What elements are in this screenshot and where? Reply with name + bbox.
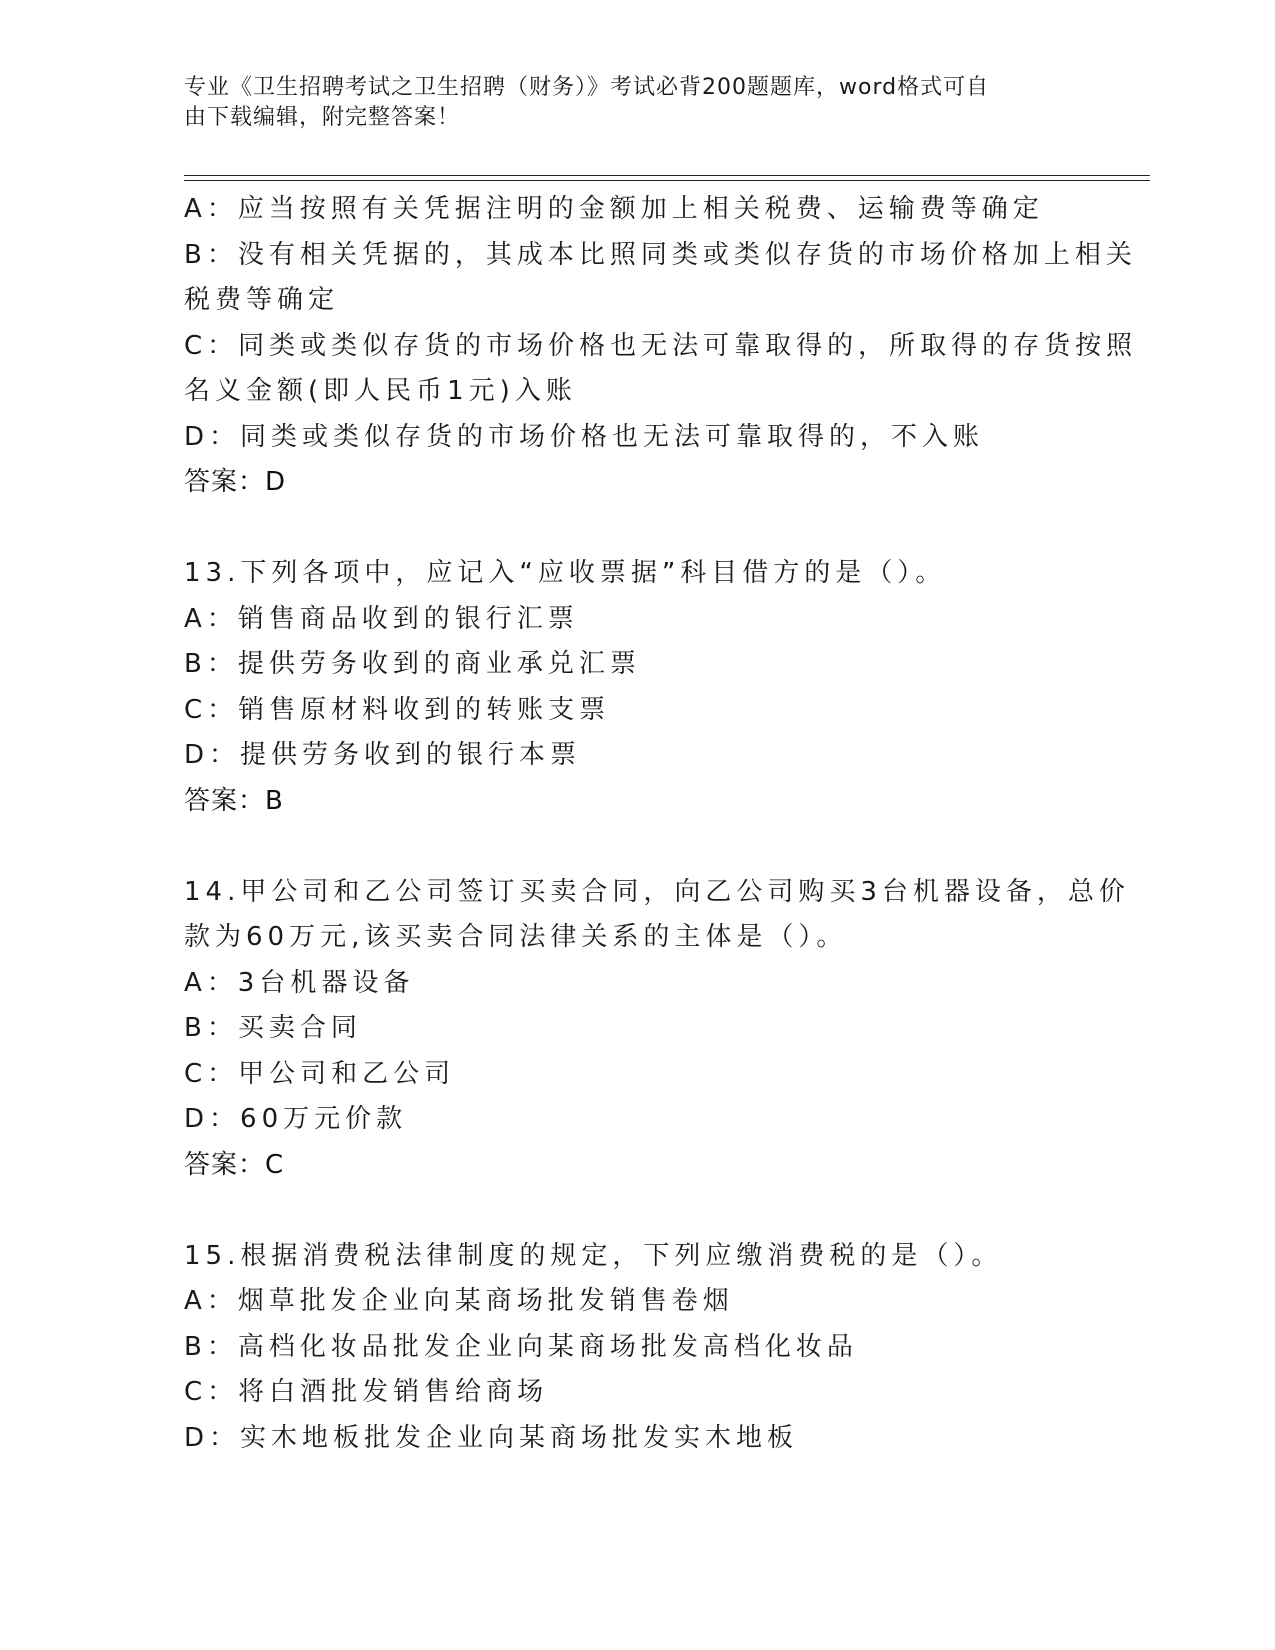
q12-option-b-line-2: 税费等确定: [184, 285, 340, 315]
q14-option-c: C：甲公司和乙公司: [184, 1058, 456, 1089]
q13-option-d: D：提供劳务收到的银行本票: [184, 740, 582, 770]
q14-option-b: B：买卖合同: [184, 1013, 362, 1043]
spacer: [184, 506, 1084, 552]
q14-question-line-2: 款为60万元,该买卖合同法律关系的主体是（）。: [184, 922, 848, 952]
document-header: [184, 73, 1064, 133]
q13-option-c: C：销售原材料收到的转账支票: [184, 694, 611, 725]
q13-question: 13.下列各项中，应记入“应收票据”科目借方的是（）。: [184, 558, 947, 588]
q12-option-b-line-1: B：没有相关凭据的，其成本比照同类或类似存货的市场价格加上相关: [184, 239, 1137, 270]
q12-option-d: D：同类或类似存货的市场价格也无法可靠取得的，不入账: [184, 421, 985, 452]
q15-option-b: B：高档化妆品批发企业向某商场批发高档化妆品: [184, 1331, 858, 1362]
q14-option-d: D：60万元价款: [184, 1104, 408, 1134]
q12-option-c-line-1: C：同类或类似存货的市场价格也无法可靠取得的，所取得的存货按照: [184, 330, 1138, 361]
q14-option-a: A：3台机器设备: [184, 967, 415, 998]
question-list: [184, 187, 1138, 1461]
question-13: [184, 551, 1084, 824]
header-divider-top: [184, 175, 1150, 176]
spacer: [184, 1188, 1084, 1234]
header-title-line-2: 由下载编辑，附完整答案！: [184, 105, 461, 130]
q14-answer: 答案：C: [184, 1149, 285, 1180]
question-12-continued: [184, 187, 1138, 506]
spacer: [184, 824, 1084, 870]
question-15: [184, 1234, 1084, 1462]
header-divider-bottom: [184, 180, 1150, 181]
q12-option-a: A：应当按照有关凭据注明的金额加上相关税费、运输费等确定: [184, 194, 1044, 224]
q15-option-a: A：烟草批发企业向某商场批发销售卷烟: [184, 1286, 734, 1316]
q12-option-c-line-2: 名义金额(即人民币1元)入账: [184, 376, 577, 406]
q13-option-b: B：提供劳务收到的商业承兑汇票: [184, 649, 641, 679]
q12-answer: 答案：D: [184, 467, 287, 497]
header-title-line-1: 专业《卫生招聘考试之卫生招聘（财务）》考试必背200题题库，word格式可自: [184, 75, 990, 100]
q14-question-line-1: 14.甲公司和乙公司签订买卖合同，向乙公司购买3台机器设备，总价: [184, 876, 1130, 907]
q15-option-d: D：实木地板批发企业向某商场批发实木地板: [184, 1422, 799, 1453]
q15-question: 15.根据消费税法律制度的规定，下列应缴消费税的是（）。: [184, 1240, 1003, 1271]
q13-answer: 答案：B: [184, 785, 284, 816]
q15-option-c: C：将白酒批发销售给商场: [184, 1377, 549, 1407]
q13-option-a: A：销售商品收到的银行汇票: [184, 603, 579, 634]
question-14: [184, 870, 1130, 1189]
